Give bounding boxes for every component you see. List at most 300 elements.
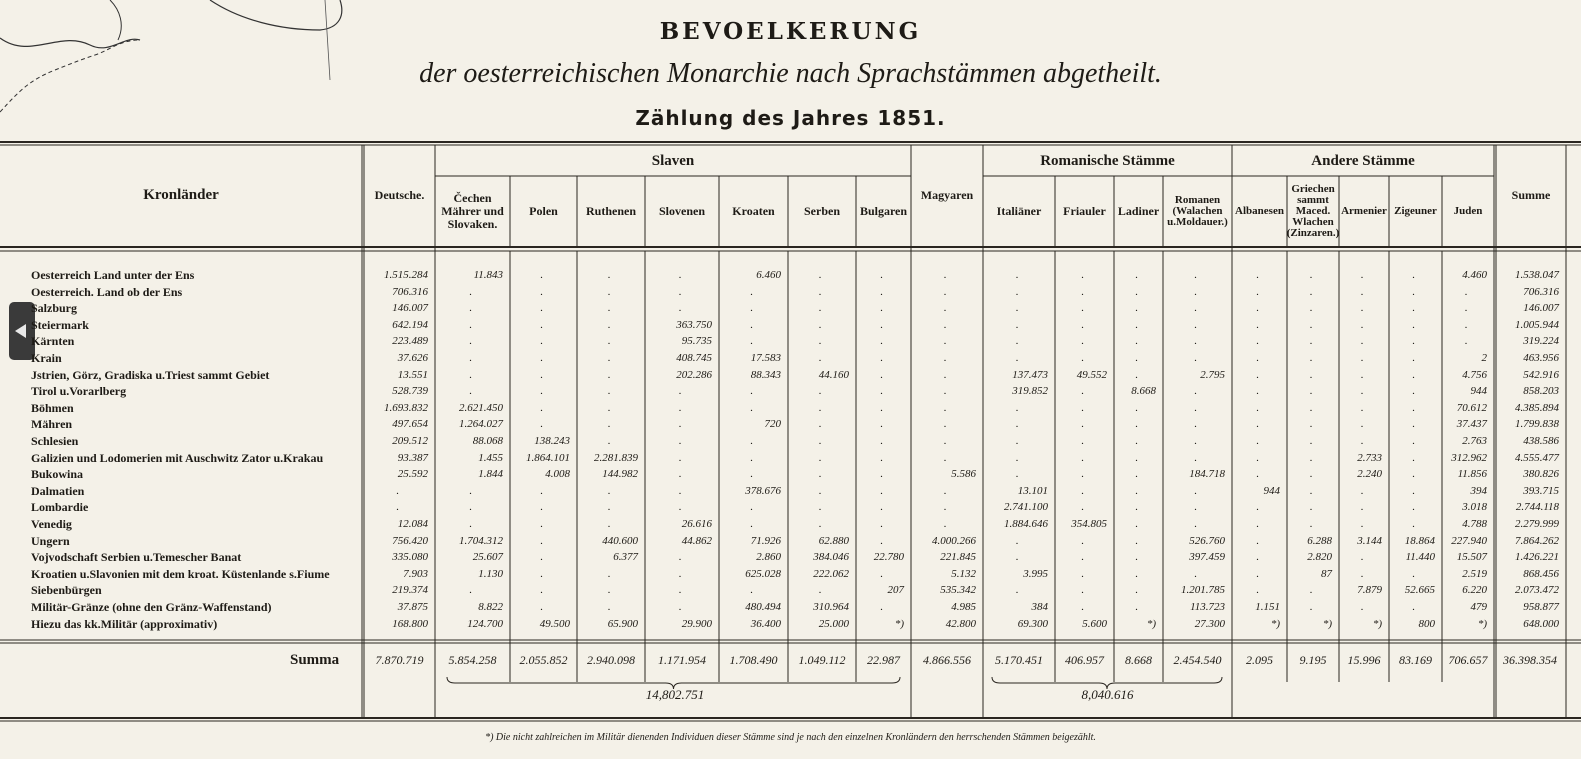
table-cell: .: [1309, 269, 1313, 281]
table-cell: 137.473: [1012, 368, 1048, 381]
table-cell: 1.151: [1255, 601, 1280, 613]
row-label: Oesterreich. Land ob der Ens: [31, 284, 183, 299]
table-cell: .: [1412, 418, 1415, 431]
table-cell: .: [678, 435, 682, 447]
table-cell: .: [678, 567, 682, 580]
table-cell: .: [1360, 501, 1364, 514]
table-cell: .: [1015, 302, 1019, 315]
table-cell: 438.586: [1523, 435, 1559, 447]
table-cell: 648.000: [1523, 617, 1559, 630]
table-cell: .: [1081, 435, 1084, 447]
table-cell: 7.903: [403, 567, 428, 580]
table-cell: 95.735: [681, 335, 712, 348]
table-cell: .: [880, 318, 883, 331]
table-cell: .: [880, 302, 883, 315]
table-cell: .: [818, 335, 822, 348]
header-slovenen: Slovenen: [658, 203, 705, 218]
table-cell: 25.592: [397, 468, 428, 481]
table-cell: 15.507: [1456, 551, 1487, 564]
summa-cell: 9.195: [1299, 653, 1327, 667]
table-cell: 6.460: [756, 269, 781, 281]
table-cell: .: [540, 302, 543, 315]
table-cell: .: [880, 468, 883, 481]
table-cell: .: [1256, 418, 1259, 431]
table-cell: .: [607, 401, 611, 414]
table-cell: .: [540, 418, 543, 431]
table-cell: .: [1015, 551, 1019, 564]
table-cell: .: [750, 335, 753, 348]
table-cell: .: [1256, 335, 1259, 348]
table-cell: 463.956: [1523, 352, 1559, 364]
table-cell: 756.420: [392, 534, 428, 547]
table-cell: 384: [1031, 601, 1048, 613]
table-cell: .: [678, 601, 682, 613]
subtitle: der oesterreichischen Monarchie nach Sprachstämmen abgetheilt.: [419, 58, 1162, 89]
table-cell: .: [540, 335, 543, 348]
table-cell: .: [1015, 451, 1019, 464]
table-cell: 4.555.477: [1515, 451, 1559, 464]
table-cell: 1.515.284: [384, 269, 428, 281]
table-cell: 22.780: [873, 551, 904, 564]
table-cell: 5.600: [1082, 617, 1107, 630]
table-cell: 146.007: [1523, 302, 1559, 315]
table-cell: .: [1135, 534, 1138, 547]
table-cell: .: [880, 401, 883, 414]
table-cell: 87: [1321, 567, 1332, 580]
table-cell: .: [1194, 335, 1197, 348]
table-cell: .: [1081, 601, 1084, 613]
table-cell: 394: [1470, 484, 1487, 497]
table-cell: .: [607, 418, 611, 431]
table-cell: .: [1081, 302, 1084, 315]
table-cell: 528.739: [392, 385, 428, 398]
table-cell: .: [943, 285, 947, 298]
table-cell: 71.926: [750, 534, 781, 547]
table-cell: .: [1256, 302, 1259, 315]
row-label: Vojvodschaft Serbien u.Temescher Banat: [31, 550, 242, 565]
table-cell: .: [1309, 318, 1313, 331]
header-bulgaren: Bulgaren: [859, 203, 908, 218]
table-cell: 25.607: [472, 551, 503, 564]
table-cell: .: [1412, 318, 1415, 331]
table-cell: .: [607, 584, 611, 597]
table-cell: .: [818, 302, 822, 315]
header-kroaten: Kroaten: [732, 203, 775, 218]
table-cell: .: [1309, 601, 1313, 613]
table-cell: .: [1194, 567, 1197, 580]
summa-cell: 5.170.451: [995, 653, 1043, 667]
table-cell: .: [540, 501, 543, 514]
table-cell: .: [1135, 451, 1138, 464]
summa-cell: 406.957: [1065, 653, 1104, 667]
table-cell: .: [943, 484, 947, 497]
table-cell: .: [1309, 368, 1313, 381]
table-cell: .: [943, 435, 947, 447]
table-cell: .: [540, 401, 543, 414]
table-cell: .: [540, 551, 543, 564]
table-cell: 1.704.312: [459, 534, 503, 547]
summa-cell: 1.708.490: [729, 653, 778, 667]
table-cell: .: [396, 484, 399, 497]
table-cell: .: [607, 567, 611, 580]
table-cell: 138.243: [534, 435, 570, 447]
table-cell: .: [540, 484, 543, 497]
table-cell: 25.000: [818, 617, 849, 630]
table-cell: .: [1194, 318, 1197, 331]
summa-cell: 2.454.540: [1173, 653, 1222, 667]
table-cell: .: [1194, 501, 1197, 514]
table-cell: .: [1135, 518, 1138, 530]
table-cell: .: [1015, 584, 1019, 597]
table-cell: .: [469, 285, 472, 298]
table-cell: .: [1081, 484, 1084, 497]
table-cell: .: [469, 501, 472, 514]
table-cell: .: [1464, 335, 1468, 348]
table-cell: 12.084: [397, 518, 428, 530]
table-cell: 42.800: [945, 617, 976, 630]
table-cell: 944: [1263, 484, 1280, 497]
table-cell: .: [943, 418, 947, 431]
table-cell: .: [1309, 451, 1313, 464]
table-cell: .: [750, 401, 753, 414]
table-cell: .: [750, 518, 753, 530]
table-cell: 335.080: [392, 551, 428, 564]
table-cell: .: [678, 584, 682, 597]
table-cell: .: [678, 468, 682, 481]
summa-cell: 1.049.112: [798, 653, 846, 667]
table-cell: .: [1194, 451, 1197, 464]
table-cell: 11.440: [1405, 551, 1435, 564]
table-cell: .: [750, 435, 753, 447]
table-cell: .: [1015, 534, 1019, 547]
row-label: Bukowina: [31, 467, 84, 482]
table-cell: .: [818, 501, 822, 514]
table-cell: 2.519: [1462, 567, 1487, 580]
table-cell: 29.900: [681, 617, 712, 630]
table-cell: 7.864.262: [1515, 534, 1559, 547]
summa-cell: 706.657: [1448, 653, 1488, 667]
table-cell: .: [678, 401, 682, 414]
table-cell: .: [1135, 468, 1138, 481]
table-cell: .: [607, 318, 611, 331]
table-cell: .: [678, 501, 682, 514]
table-cell: .: [880, 451, 883, 464]
table-cell: .: [1015, 335, 1019, 348]
table-cell: 3.018: [1462, 501, 1487, 514]
table-cell: 310.964: [813, 601, 849, 613]
table-cell: .: [1309, 435, 1313, 447]
table-cell: .: [1412, 335, 1415, 348]
table-cell: .: [1135, 318, 1138, 331]
table-cell: .: [1194, 518, 1197, 530]
table-cell: 384.046: [813, 551, 849, 564]
table-cell: 37.875: [397, 601, 428, 613]
table-cell: .: [1256, 551, 1259, 564]
summa-cell: 2.940.098: [587, 653, 635, 667]
header-andere: Andere Stämme: [1311, 152, 1415, 169]
table-cell: 397.459: [1189, 551, 1225, 564]
table-cell: 7.879: [1357, 584, 1382, 597]
table-cell: 4.008: [545, 468, 570, 481]
table-cell: .: [750, 468, 753, 481]
table-cell: 11.843: [473, 269, 503, 281]
table-cell: 88.068: [472, 435, 503, 447]
table-cell: .: [1360, 435, 1364, 447]
table-cell: .: [678, 418, 682, 431]
table-cell: .: [750, 302, 753, 315]
table-cell: .: [1360, 551, 1364, 564]
header-armenier: Armenier: [1341, 204, 1387, 217]
row-label: Oesterreich Land unter der Ens: [31, 268, 195, 282]
table-cell: .: [607, 302, 611, 315]
table-cell: .: [1360, 518, 1364, 530]
table-cell: .: [818, 484, 822, 497]
row-label: Militär-Gränze (ohne den Gränz-Waffenstand): [31, 600, 272, 614]
table-cell: 124.700: [467, 617, 503, 630]
table-cell: 37.626: [397, 352, 428, 364]
table-cell: 2.733: [1357, 451, 1382, 464]
table-cell: 8.822: [478, 601, 503, 613]
table-cell: .: [1309, 401, 1313, 414]
table-cell: .: [678, 385, 682, 398]
table-cell: 2.073.472: [1515, 584, 1559, 597]
table-cell: .: [880, 285, 883, 298]
table-cell: .: [607, 435, 611, 447]
row-label: Kroatien u.Slavonien mit dem kroat. Küstenlande s.Fiume: [31, 566, 330, 581]
table-cell: .: [1015, 318, 1019, 331]
table-cell: 219.374: [392, 584, 428, 597]
table-cell: 184.718: [1189, 468, 1225, 481]
table-cell: 319.852: [1012, 385, 1048, 398]
table-cell: .: [1194, 385, 1197, 398]
table-cell: .: [1256, 368, 1259, 381]
row-label: Böhmen: [31, 400, 74, 415]
table-cell: .: [1256, 518, 1259, 530]
table-cell: .: [818, 385, 822, 398]
table-cell: 1.005.944: [1515, 318, 1559, 331]
table-cell: .: [607, 601, 611, 613]
table-cell: .: [1412, 269, 1415, 281]
table-cell: 26.616: [681, 518, 712, 530]
table-cell: .: [1135, 302, 1138, 315]
table-cell: .: [1412, 468, 1415, 481]
header-friauler: Friauler: [1063, 203, 1106, 218]
table-cell: 2.795: [1200, 368, 1225, 381]
table-cell: 93.387: [397, 451, 428, 464]
table-cell: 144.982: [602, 468, 638, 481]
summa-cell: 83.169: [1399, 653, 1432, 667]
table-cell: .: [1135, 285, 1138, 298]
table-cell: 2.744.118: [1515, 501, 1559, 514]
table-cell: 1.538.047: [1515, 269, 1559, 281]
table-cell: .: [678, 484, 682, 497]
header-polen: Polen: [529, 203, 558, 218]
table-cell: 408.745: [676, 352, 712, 364]
table-cell: .: [1309, 335, 1313, 348]
table-cell: .: [880, 534, 883, 547]
table-cell: 1.799.838: [1515, 418, 1559, 431]
table-cell: .: [880, 518, 883, 530]
table-cell: .: [1015, 418, 1019, 431]
header-griechen: Griechen sammt Maced. Wlachen (Zinzaren.): [1286, 182, 1340, 239]
table-cell: .: [943, 368, 947, 381]
row-label: Steiermark: [31, 317, 89, 332]
table-cell: .: [1309, 385, 1313, 398]
table-cell: .: [1360, 418, 1364, 431]
table-cell: 393.715: [1523, 484, 1559, 497]
table-cell: .: [880, 435, 883, 447]
footnote: *) Die nicht zahlreichen im Militär dienenden Individuen dieser Stämme sind je nach den einzelnen Kronländern den herrschenden Stämmen beigezählt.: [485, 732, 1096, 743]
table-cell: 958.877: [1523, 601, 1559, 613]
table-cell: 2.240: [1357, 468, 1382, 481]
table-cell: 8.668: [1131, 385, 1156, 398]
table-cell: 526.760: [1189, 534, 1225, 547]
table-cell: .: [1256, 285, 1259, 298]
table-cell: 2.763: [1462, 435, 1487, 447]
table-cell: .: [1412, 401, 1415, 414]
table-cell: .: [1081, 335, 1084, 348]
table-cell: .: [607, 335, 611, 348]
summa-cell: 15.996: [1347, 653, 1381, 667]
table-cell: .: [880, 352, 883, 364]
table-cell: 868.456: [1523, 567, 1559, 580]
table-cell: 13.551: [397, 368, 428, 381]
summa-cell: 22.987: [867, 653, 900, 667]
table-cell: .: [818, 418, 822, 431]
table-cell: 1.693.832: [384, 401, 428, 414]
table-cell: .: [1194, 352, 1197, 364]
table-cell: .: [1135, 601, 1138, 613]
summa-cell: 2.055.852: [519, 653, 568, 667]
table-cell: .: [1256, 534, 1259, 547]
table-cell: .: [1256, 401, 1259, 414]
table-cell: 312.962: [1451, 451, 1487, 464]
row-label: Siebenbürgen: [31, 583, 102, 598]
table-cell: 363.750: [676, 318, 712, 331]
table-cell: .: [1194, 269, 1197, 281]
table-cell: .: [943, 335, 947, 348]
table-cell: 2.279.999: [1515, 518, 1559, 530]
table-cell: 13.101: [1017, 484, 1048, 497]
row-label: Kärnten: [31, 334, 75, 349]
table-cell: .: [1412, 601, 1415, 613]
table-cell: .: [396, 501, 399, 514]
table-cell: 1.130: [478, 567, 503, 580]
summa-cell: 5.854.258: [448, 653, 497, 667]
table-cell: .: [1081, 551, 1084, 564]
table-cell: .: [469, 385, 472, 398]
table-cell: 858.203: [1523, 385, 1559, 398]
table-cell: 52.665: [1404, 584, 1435, 597]
table-cell: .: [750, 318, 753, 331]
table-cell: 202.286: [676, 368, 712, 381]
table-cell: 3.144: [1357, 534, 1382, 547]
table-cell: 65.900: [607, 617, 638, 630]
table-cell: .: [1360, 567, 1364, 580]
table-cell: .: [880, 484, 883, 497]
table-cell: .: [1135, 584, 1138, 597]
table-cell: .: [1081, 567, 1084, 580]
table-cell: .: [607, 385, 611, 398]
header-juden: Juden: [1453, 204, 1483, 217]
summa-cell: 36.398.354: [1503, 653, 1557, 667]
table-cell: .: [818, 352, 822, 364]
table-cell: .: [1135, 567, 1138, 580]
table-cell: .: [818, 269, 822, 281]
table-cell: .: [1081, 468, 1084, 481]
table-cell: 1.455: [478, 451, 503, 464]
table-cell: .: [1412, 435, 1415, 447]
table-cell: *): [1372, 617, 1382, 630]
table-cell: .: [1194, 302, 1197, 315]
table-cell: 2.820: [1307, 551, 1332, 564]
table-cell: .: [943, 385, 947, 398]
table-cell: .: [1412, 501, 1415, 514]
table-cell: .: [1081, 584, 1084, 597]
table-cell: .: [1309, 468, 1313, 481]
table-cell: .: [607, 285, 611, 298]
table-cell: .: [1412, 302, 1415, 315]
table-cell: .: [1015, 352, 1019, 364]
table-cell: .: [1360, 285, 1364, 298]
table-cell: 4.385.894: [1515, 401, 1559, 414]
table-cell: .: [1256, 385, 1259, 398]
table-cell: .: [943, 269, 947, 281]
table-cell: 1.864.101: [526, 451, 570, 464]
table-cell: 378.676: [745, 484, 781, 497]
table-cell: .: [1412, 484, 1415, 497]
table-cell: 49.552: [1076, 368, 1107, 381]
table-cell: .: [880, 601, 883, 613]
table-cell: .: [1081, 501, 1084, 514]
table-cell: .: [1194, 418, 1197, 431]
table-cell: 62.880: [818, 534, 849, 547]
table-cell: *): [1322, 617, 1332, 630]
summa-cell: 1.171.954: [658, 653, 706, 667]
table-cell: 5.586: [951, 468, 976, 481]
table-cell: .: [943, 451, 947, 464]
table-cell: .: [1256, 318, 1259, 331]
table-cell: .: [1412, 518, 1415, 530]
header-summe: Summe: [1511, 187, 1551, 202]
table-cell: 18.864: [1404, 534, 1435, 547]
table-cell: .: [1360, 385, 1364, 398]
table-cell: .: [1135, 401, 1138, 414]
table-cell: .: [607, 518, 611, 530]
table-cell: .: [1081, 385, 1084, 398]
header-slaven: Slaven: [651, 152, 695, 169]
table-cell: 497.654: [392, 418, 428, 431]
table-cell: .: [1360, 401, 1364, 414]
table-cell: .: [750, 451, 753, 464]
header-romanen: Romanen (Walachen u.Moldauer.): [1167, 193, 1228, 228]
table-cell: 227.940: [1451, 534, 1487, 547]
table-cell: *): [1270, 617, 1280, 630]
table-cell: .: [1464, 318, 1468, 331]
row-label: Venedig: [31, 517, 72, 531]
table-cell: .: [1081, 451, 1084, 464]
table-cell: .: [818, 468, 822, 481]
table-cell: 4.000.266: [932, 534, 976, 547]
table-cell: 1.844: [478, 468, 503, 481]
table-cell: 319.224: [1523, 335, 1559, 348]
table-cell: .: [818, 318, 822, 331]
table-cell: .: [880, 567, 883, 580]
table-cell: .: [1135, 551, 1138, 564]
table-cell: .: [943, 501, 947, 514]
table-cell: .: [469, 518, 472, 530]
summa-cell: 2.095: [1246, 653, 1273, 667]
